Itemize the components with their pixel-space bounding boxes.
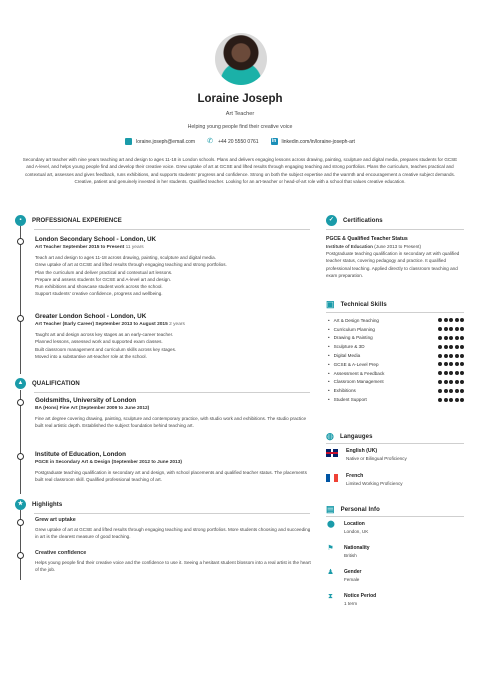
skill-rating-dot bbox=[460, 380, 464, 384]
personal-info-heading bbox=[326, 504, 380, 515]
job-duration: 2 years bbox=[169, 322, 185, 327]
certification-name: PGCE & Qualified Teacher Status bbox=[326, 236, 408, 242]
skill-rating-dot bbox=[460, 389, 464, 393]
skill-name: • Sculpture & 3D bbox=[328, 344, 365, 349]
contact-linkedin[interactable] bbox=[271, 138, 355, 145]
job-role-text: Art Teacher September 2015 to Present bbox=[35, 245, 125, 250]
certification-issuer-name: Institute of Education bbox=[326, 244, 373, 249]
skill-name: • Classroom Management bbox=[328, 379, 384, 384]
skill-name: • Art & Design Teaching bbox=[328, 318, 379, 323]
timeline-dot bbox=[17, 552, 24, 559]
skill-rating-dot bbox=[449, 389, 453, 393]
job-bullet: Teach art and design to ages 11-18 across drawing, painting, sculpture and digital media. bbox=[35, 255, 216, 260]
skill-rating bbox=[438, 345, 464, 349]
toolbox-icon: ▣ bbox=[326, 299, 335, 309]
personal-info-label: Location bbox=[344, 521, 365, 527]
skill-rating-dot bbox=[460, 318, 464, 322]
skill-rating bbox=[438, 318, 464, 322]
skill-rating bbox=[438, 389, 464, 393]
skill-name: • Assessment & Feedback bbox=[328, 371, 384, 376]
personal-info-item bbox=[327, 521, 368, 534]
skill-rating bbox=[438, 362, 464, 366]
skill-rating-dot bbox=[438, 318, 442, 322]
divider bbox=[34, 392, 310, 393]
skills-heading bbox=[326, 299, 387, 310]
skill-rating-dot bbox=[449, 327, 453, 331]
skill-rating-dot bbox=[444, 336, 448, 340]
skill-rating-dot bbox=[449, 336, 453, 340]
highlight-title: Grew art uptake bbox=[35, 517, 76, 523]
contact-email[interactable] bbox=[125, 138, 195, 145]
job-entry bbox=[35, 313, 313, 360]
skill-row bbox=[328, 395, 464, 404]
divider bbox=[326, 443, 464, 444]
skill-row bbox=[328, 325, 464, 334]
skill-rating-dot bbox=[438, 345, 442, 349]
highlight-text: Grew uptake of art at GCSE and lifted results through engaging teaching and strong portfolios. More students choosing and succeeding in art is the clearest measure of good teaching. bbox=[35, 527, 311, 540]
skill-rating-dot bbox=[460, 336, 464, 340]
skill-rating-dot bbox=[444, 389, 448, 393]
personal-info-item bbox=[327, 593, 376, 606]
divider bbox=[34, 229, 310, 230]
job-bullet: Planned lessons, assessed work and supported exam classes. bbox=[35, 339, 163, 345]
job-bullet: Prepare and assess students for GCSE and A-level art and design. bbox=[35, 276, 172, 282]
timeline-dot bbox=[17, 519, 24, 526]
personal-info-label: Gender bbox=[344, 569, 362, 575]
personal-info-label: Notice Period bbox=[344, 593, 377, 599]
job-title-text: London Secondary School - London, UK bbox=[35, 236, 157, 243]
france-flag-icon bbox=[326, 474, 338, 482]
divider bbox=[326, 312, 464, 313]
skill-rating bbox=[438, 398, 464, 402]
certification-dates: (June 2013 to Present) bbox=[372, 244, 421, 249]
languages-heading-text: Langauges bbox=[339, 433, 373, 440]
summary: Secondary art teacher with nine years teaching art and design to ages 11-18 in London schools. Plans and delivers engaging lessons across drawing, painting, sculpture and digital media, prepares students for GCSE and A-level, and helps young people find and develop their creative voice. Grew uptake of art at GCSE and lifted results through engaging teaching and strong portfolios. Plans the curriculum, teaches practical and contextual art, assesses and gives feedback, runs exhibitions, and supports students' progress and confidence. Strong on both the subject expertise and the warmth and encouragement a creative subject demands. Creative, patient and genuinely invested in her students. Qualified teacher. Looking for an art-teacher or head-of-art role with a school that values creative education. bbox=[22, 157, 458, 184]
skill-rating-dot bbox=[438, 389, 442, 393]
personal-info-label: Nationality bbox=[344, 545, 370, 551]
skills-list bbox=[328, 316, 464, 404]
timeline-line bbox=[20, 226, 21, 374]
skill-rating-dot bbox=[460, 345, 464, 349]
languages-heading bbox=[326, 431, 373, 442]
phone-text: +44 20 5550 0761 bbox=[218, 138, 259, 145]
divider bbox=[34, 513, 310, 514]
qualification-entry bbox=[35, 451, 313, 484]
divider bbox=[326, 229, 464, 230]
job-bullet: Plan the curriculum and deliver practical and contextual art lessons. bbox=[35, 269, 173, 275]
job-role bbox=[35, 322, 313, 327]
qualification-sub: PGCE in Secondary Art & Design (September 2012 to June 2013) bbox=[35, 460, 182, 465]
language-name: English (UK) bbox=[346, 448, 378, 454]
skill-row bbox=[328, 378, 464, 387]
skill-row bbox=[328, 334, 464, 343]
contact-bar bbox=[0, 138, 480, 145]
id-card-icon: ▤ bbox=[326, 504, 335, 514]
graduation-cap-icon: ▲ bbox=[15, 378, 26, 389]
highlights-heading-text: Highlights bbox=[32, 501, 63, 508]
skill-rating-dot bbox=[449, 345, 453, 349]
qualification-entry bbox=[35, 397, 313, 430]
personal-info-value: Female bbox=[344, 577, 360, 582]
skill-rating bbox=[438, 336, 464, 340]
skill-row bbox=[328, 351, 464, 360]
skill-rating-dot bbox=[460, 398, 464, 402]
qualification-text: Fine art degree covering drawing, painting, sculpture and contemporary practice, with studio work and exhibitions. The studio practice built real artistic depth. Established the subject foundation behind teaching art. bbox=[35, 416, 307, 429]
contact-phone[interactable] bbox=[207, 138, 258, 145]
skill-rating-dot bbox=[455, 362, 459, 366]
personal-info-heading-text: Personal Info bbox=[340, 506, 380, 513]
skill-rating-dot bbox=[455, 389, 459, 393]
skill-rating-dot bbox=[444, 327, 448, 331]
person-icon: ♟ bbox=[327, 569, 334, 576]
skill-rating-dot bbox=[449, 362, 453, 366]
skill-row bbox=[328, 342, 464, 351]
skill-row bbox=[328, 386, 464, 395]
skill-name: • Student Support bbox=[328, 397, 367, 402]
job-role bbox=[35, 245, 313, 250]
candidate-name: Loraine Joseph bbox=[197, 93, 283, 105]
qualification-text: Postgraduate teaching qualification in secondary art and design, with school placements and qualified teacher status. The placements built real classroom skill. Qualified professional teaching of art. bbox=[35, 470, 307, 483]
highlight-text: Helps young people find their creative voice and the confidence to use it. Seeing a hesitant student blossom into a real artist is the heart of the job. bbox=[35, 560, 311, 573]
language-entry bbox=[326, 448, 407, 461]
linkedin-icon: in bbox=[271, 138, 277, 144]
highlight-entry bbox=[35, 517, 313, 541]
skill-rating-dot bbox=[460, 371, 464, 375]
job-bullet: Taught art and design across key stages as an early-career teacher. bbox=[35, 332, 174, 337]
skill-name: • GCSE & A-Level Prep bbox=[328, 362, 379, 367]
divider bbox=[326, 516, 464, 517]
email-icon bbox=[125, 138, 132, 145]
tagline: Helping young people find their creative voice bbox=[187, 124, 293, 130]
skill-rating-dot bbox=[455, 398, 459, 402]
job-title: Art Teacher bbox=[225, 111, 255, 117]
job-role-text: Art Teacher (Early Career) September 2013 to August 2015 bbox=[35, 322, 168, 327]
qualification-title: Goldsmiths, University of London bbox=[35, 397, 137, 404]
skill-rating-dot bbox=[444, 354, 448, 358]
job-entry bbox=[35, 236, 313, 298]
certification-issuer bbox=[326, 243, 464, 250]
skill-rating bbox=[438, 327, 464, 331]
qualification-title: Institute of Education, London bbox=[35, 451, 126, 458]
qualification-sub: BA (Hons) Fine Art (September 2009 to June 2012) bbox=[35, 406, 150, 411]
certificate-icon: ✓ bbox=[326, 215, 337, 226]
skill-rating-dot bbox=[444, 362, 448, 366]
skill-rating-dot bbox=[438, 398, 442, 402]
timeline-dot bbox=[17, 399, 24, 406]
skill-rating-dot bbox=[449, 354, 453, 358]
skill-rating bbox=[438, 380, 464, 384]
skill-rating-dot bbox=[455, 345, 459, 349]
skill-rating-dot bbox=[460, 354, 464, 358]
language-entry bbox=[326, 473, 403, 486]
skill-name: • Digital Media bbox=[328, 353, 360, 358]
skill-rating-dot bbox=[438, 354, 442, 358]
certification-text: Postgraduate teaching qualification in secondary art with qualified teacher status, covering pedagogy and practice. It qualified professional teaching. Applied directly to classroom teaching and exam preparation. bbox=[326, 251, 460, 278]
experience-heading bbox=[15, 215, 122, 226]
job-bullet: Built classroom management and curriculum skills across key stages. bbox=[35, 346, 177, 352]
qualification-heading-text: QUALIFICATION bbox=[32, 380, 80, 387]
flag-icon: ⚑ bbox=[327, 545, 334, 552]
language-proficiency: Limited Working Proficiency bbox=[346, 481, 403, 486]
globe-icon: ◍ bbox=[326, 431, 334, 441]
skill-rating-dot bbox=[449, 398, 453, 402]
timeline-dot bbox=[17, 238, 24, 245]
avatar bbox=[215, 33, 267, 85]
skill-rating-dot bbox=[444, 398, 448, 402]
skill-rating-dot bbox=[455, 336, 459, 340]
skill-rating-dot bbox=[444, 345, 448, 349]
personal-info-value: 1 term bbox=[344, 601, 358, 606]
skill-row bbox=[328, 316, 464, 325]
location-pin-icon: ⬤ bbox=[327, 521, 335, 528]
job-bullet: Support students' creative confidence, progress and wellbeing. bbox=[35, 291, 163, 297]
skill-rating-dot bbox=[438, 371, 442, 375]
personal-info-value: British bbox=[344, 553, 357, 558]
skill-rating-dot bbox=[444, 380, 448, 384]
skill-rating-dot bbox=[449, 371, 453, 375]
personal-info-item bbox=[327, 569, 362, 582]
skill-rating-dot bbox=[438, 336, 442, 340]
hourglass-icon: ⧗ bbox=[328, 593, 333, 600]
language-name: French bbox=[346, 473, 364, 479]
skill-rating-dot bbox=[460, 327, 464, 331]
skill-rating-dot bbox=[455, 380, 459, 384]
skill-rating-dot bbox=[455, 371, 459, 375]
skill-row bbox=[328, 369, 464, 378]
star-icon: ★ bbox=[15, 499, 26, 510]
certifications-heading bbox=[326, 215, 383, 226]
skill-row bbox=[328, 360, 464, 369]
skill-rating bbox=[438, 354, 464, 358]
uk-flag-icon bbox=[326, 449, 338, 457]
language-proficiency: Native or Bilingual Proficiency bbox=[346, 456, 407, 461]
timeline-dot bbox=[17, 315, 24, 322]
job-bullet: Run exhibitions and showcase student work across the school. bbox=[35, 284, 163, 290]
skill-rating-dot bbox=[449, 380, 453, 384]
job-duration: 11 years bbox=[125, 245, 144, 250]
skill-rating-dot bbox=[438, 362, 442, 366]
personal-info-value: London, UK bbox=[344, 529, 369, 534]
certification-entry bbox=[326, 236, 464, 279]
skill-rating-dot bbox=[444, 371, 448, 375]
experience-heading-text: PROFESSIONAL EXPERIENCE bbox=[32, 217, 122, 224]
skill-rating bbox=[438, 371, 464, 375]
skill-rating-dot bbox=[438, 327, 442, 331]
personal-info-item bbox=[327, 545, 370, 558]
certifications-heading-text: Certifications bbox=[343, 217, 383, 224]
job-bullet: Grew uptake of art at GCSE and lifted results through engaging teaching and strong portfolios. bbox=[35, 262, 227, 268]
highlight-title: Creative confidence bbox=[35, 550, 87, 556]
skill-rating-dot bbox=[444, 318, 448, 322]
skill-name: • Drawing & Painting bbox=[328, 335, 373, 340]
phone-icon: ✆ bbox=[207, 138, 213, 145]
skill-rating-dot bbox=[455, 354, 459, 358]
job-bullet: Moved into a substantive art-teacher role at the school. bbox=[35, 353, 147, 359]
skill-name: • Exhibitions bbox=[328, 388, 356, 393]
qualification-heading bbox=[15, 378, 80, 389]
linkedin-text: linkedin.com/in/loraine-joseph-art bbox=[281, 138, 355, 145]
timeline-dot bbox=[17, 453, 24, 460]
skills-heading-text: Technical Skills bbox=[340, 301, 387, 308]
skill-rating-dot bbox=[460, 362, 464, 366]
highlights-heading bbox=[15, 499, 62, 510]
skill-name: • Curriculum Planning bbox=[328, 327, 375, 332]
email-text: loraine.joseph@email.com bbox=[136, 138, 196, 145]
skill-rating-dot bbox=[438, 380, 442, 384]
skill-rating-dot bbox=[449, 318, 453, 322]
skill-rating-dot bbox=[455, 327, 459, 331]
skill-rating-dot bbox=[455, 318, 459, 322]
highlight-entry bbox=[35, 550, 313, 574]
briefcase-icon: ▪ bbox=[15, 215, 26, 226]
job-title-text: Greater London School - London, UK bbox=[35, 313, 147, 320]
